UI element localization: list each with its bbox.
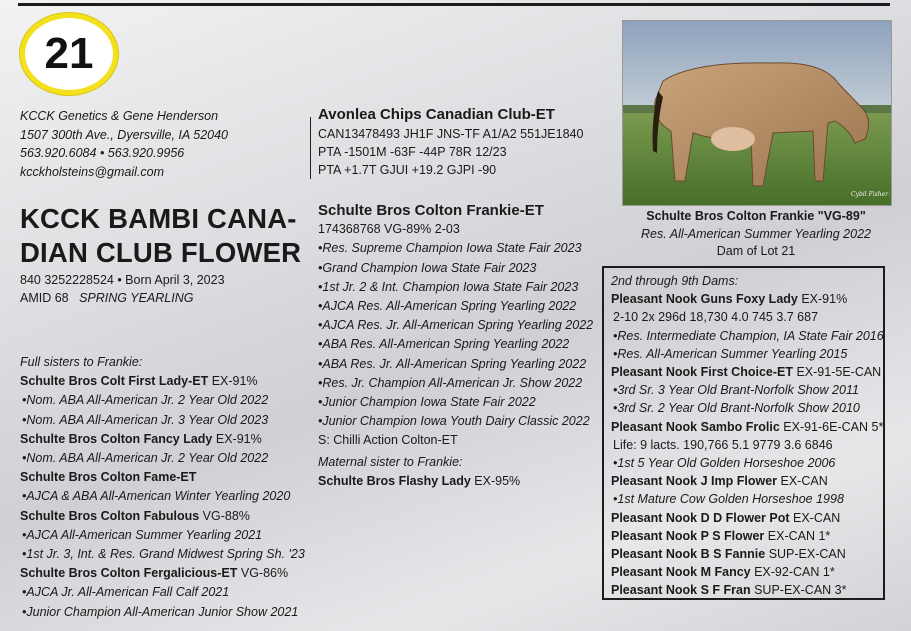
animal-score: VG-86% bbox=[237, 566, 289, 581]
animal-entry bbox=[20, 430, 320, 449]
animal-name: Schulte Bros Colton Fancy Lady bbox=[20, 431, 213, 446]
cow-class: SPRING YEARLING bbox=[79, 291, 194, 305]
dam-block bbox=[318, 201, 593, 451]
achievement-note: •Nom. ABA All-American Jr. 2 Year Old 2022 bbox=[22, 451, 269, 466]
achievement-note: •Junior Champion All-American Junior Show 2021 bbox=[22, 604, 299, 619]
dam-achievement: •Junior Champion Iowa Youth Dairy Classic 2022 bbox=[318, 414, 590, 429]
animal-score: EX-91-5E-CAN bbox=[792, 365, 882, 380]
photo-signature: Cybil Fisher bbox=[851, 191, 889, 198]
achievement-note: •Nom. ABA All-American Jr. 3 Year Old 2023 bbox=[22, 412, 269, 427]
maternal-sister-block bbox=[318, 453, 520, 491]
dam-achievement: •ABA Res. All-American Spring Yearling 2022 bbox=[318, 337, 570, 352]
animal-entry bbox=[611, 472, 883, 490]
animal-entry bbox=[611, 290, 883, 308]
achievement-note: •1st Jr. 3, Int. & Res. Grand Midwest Spring Sh. '23 bbox=[22, 547, 305, 562]
animal-name: Schulte Bros Colton Fergalicious-ET bbox=[20, 566, 238, 581]
achievement-note: •AJCA Jr. All-American Fall Calf 2021 bbox=[22, 585, 230, 600]
animal-score: SUP-EX-CAN bbox=[765, 547, 846, 562]
animal-entry bbox=[611, 527, 883, 545]
consignor-email: kcckholsteins@gmail.com bbox=[20, 164, 164, 179]
animal-name: Pleasant Nook P S Flower bbox=[611, 528, 765, 543]
cow-reg-birth: 840 3252228524 • Born April 3, 2023 bbox=[20, 273, 225, 287]
top-rule bbox=[18, 3, 890, 6]
maternal-sister-heading: Maternal sister to Frankie: bbox=[318, 455, 463, 469]
animal-name: Pleasant Nook Sambo Frolic bbox=[611, 419, 780, 434]
achievement-note: •Nom. ABA All-American Jr. 2 Year Old 2022 bbox=[22, 393, 269, 408]
animal-score: VG-88% bbox=[199, 508, 250, 523]
caption-dam: Dam of Lot 21 bbox=[716, 244, 796, 258]
pedigree-box bbox=[602, 266, 885, 600]
animal-entry bbox=[611, 363, 883, 381]
maternal-sister-entry bbox=[318, 472, 520, 491]
cow-photo-image bbox=[623, 21, 891, 205]
dam-achievement: •Res. Jr. Champion All-American Jr. Show 2022 bbox=[318, 375, 583, 390]
photo-caption bbox=[622, 208, 890, 261]
animal-name: Pleasant Nook First Choice-ET bbox=[611, 365, 793, 380]
animal-entry bbox=[611, 418, 883, 436]
animal-name: Pleasant Nook M Fancy bbox=[611, 565, 751, 580]
maternal-sister-name: Schulte Bros Flashy Lady bbox=[318, 474, 471, 489]
animal-entry bbox=[611, 509, 883, 527]
animal-score: EX-91-6E-CAN 5* bbox=[779, 419, 884, 434]
animal-entry bbox=[20, 372, 320, 391]
cow-name bbox=[20, 202, 310, 270]
record-line: 2-10 2x 296d 18,730 4.0 745 3.7 687 bbox=[613, 310, 819, 325]
animal-name: Schulte Bros Colton Fame-ET bbox=[20, 470, 197, 485]
sire-block bbox=[318, 106, 583, 179]
sire-name: Avonlea Chips Canadian Club-ET bbox=[318, 106, 555, 123]
dam-achievement: •Junior Champion Iowa State Fair 2022 bbox=[318, 395, 536, 410]
animal-entry bbox=[611, 581, 883, 599]
animal-entry bbox=[611, 545, 883, 563]
caption-name: Schulte Bros Colton Frankie "VG-89" bbox=[646, 209, 866, 223]
animal-score: EX-91% bbox=[797, 292, 848, 307]
animal-entry bbox=[20, 507, 320, 526]
consignor-block bbox=[20, 107, 228, 181]
animal-score: EX-91% bbox=[208, 374, 258, 389]
animal-name: Schulte Bros Colton Fabulous bbox=[20, 508, 200, 523]
lot-number-badge bbox=[20, 13, 118, 95]
sire-line2: PTA -1501M -63F -44P 78R 12/23 bbox=[318, 145, 507, 159]
animal-name: Pleasant Nook Guns Foxy Lady bbox=[611, 292, 798, 307]
caption-award: Res. All-American Summer Yearling 2022 bbox=[641, 226, 871, 241]
animal-entry bbox=[611, 563, 883, 581]
animal-name: Pleasant Nook B S Fannie bbox=[611, 547, 766, 562]
achievement-note: •AJCA & ABA All-American Winter Yearling 2020 bbox=[22, 489, 291, 504]
achievement-note: •Res. All-American Summer Yearling 2015 bbox=[613, 346, 848, 361]
lot-number: 21 bbox=[44, 29, 94, 78]
consignor-phones: 563.920.6084 • 563.920.9956 bbox=[20, 146, 185, 160]
consignor-address: 1507 300th Ave., Dyersville, IA 52040 bbox=[20, 127, 229, 142]
dam-achievement: •1st Jr. 2 & Int. Champion Iowa State Fair 2023 bbox=[318, 279, 579, 294]
dam-name: Schulte Bros Colton Frankie-ET bbox=[318, 202, 544, 219]
full-sisters-heading: Full sisters to Frankie: bbox=[20, 355, 143, 369]
animal-name: Pleasant Nook D D Flower Pot bbox=[611, 510, 790, 525]
maternal-sister-score: EX-95% bbox=[470, 474, 521, 489]
full-sisters-block bbox=[20, 353, 320, 622]
animal-entry bbox=[20, 564, 320, 583]
pedigree-heading: 2nd through 9th Dams: bbox=[611, 274, 739, 288]
achievement-note: •3rd Sr. 2 Year Old Brant-Norfolk Show 2010 bbox=[613, 401, 860, 416]
achievement-note: •1st Mature Cow Golden Horseshoe 1998 bbox=[613, 492, 844, 507]
sire-divider bbox=[310, 117, 311, 179]
animal-score: EX-CAN bbox=[777, 474, 828, 489]
animal-score: EX-CAN 1* bbox=[764, 528, 831, 543]
dam-achievement: •AJCA Res. Jr. All-American Spring Yearling 2022 bbox=[318, 318, 594, 333]
achievement-note: •3rd Sr. 3 Year Old Brant-Norfolk Show 2011 bbox=[613, 383, 859, 398]
animal-score: EX-91% bbox=[212, 431, 262, 446]
cow-name-line1: KCCK BAMBI CANA- bbox=[20, 203, 297, 234]
cow-ids bbox=[20, 271, 225, 307]
animal-name: Schulte Bros Colt First Lady-ET bbox=[20, 374, 209, 389]
cow-amid-class bbox=[20, 289, 225, 307]
dam-notes bbox=[318, 239, 593, 431]
achievement-note: •AJCA All-American Summer Yearling 2021 bbox=[22, 527, 263, 542]
dam-achievement: •Res. Supreme Champion Iowa State Fair 2023 bbox=[318, 241, 582, 256]
animal-name: Pleasant Nook S F Fran bbox=[611, 583, 751, 598]
consignor-name: KCCK Genetics & Gene Henderson bbox=[20, 109, 219, 123]
sire-line1: CAN13478493 JH1F JNS-TF A1/A2 551JE1840 bbox=[318, 127, 584, 141]
dam-achievement: •AJCA Res. All-American Spring Yearling 2022 bbox=[318, 299, 577, 314]
sire-line3: PTA +1.7T GJUI +19.2 GJPI -90 bbox=[318, 163, 497, 177]
animal-score: EX-CAN bbox=[789, 510, 841, 525]
cow-name-line2: DIAN CLUB FLOWER bbox=[20, 237, 302, 268]
cow-photo bbox=[622, 20, 892, 206]
animal-score: EX-92-CAN 1* bbox=[750, 565, 835, 580]
cow-amid: AMID 68 bbox=[20, 291, 69, 305]
animal-entry bbox=[20, 468, 320, 487]
dam-sire-line: S: Chilli Action Colton-ET bbox=[318, 433, 458, 448]
full-sisters-list bbox=[20, 372, 320, 622]
dam-line1: 174368768 VG-89% 2-03 bbox=[318, 222, 460, 237]
record-line: Life: 9 lacts. 190,766 5.1 9779 3.6 6846 bbox=[613, 437, 833, 452]
pedigree-list bbox=[611, 290, 883, 599]
animal-score: SUP-EX-CAN 3* bbox=[750, 583, 847, 598]
achievement-note: •1st 5 Year Old Golden Horseshoe 2006 bbox=[613, 456, 836, 471]
animal-name: Pleasant Nook J Imp Flower bbox=[611, 474, 778, 489]
dam-achievement: •Grand Champion Iowa State Fair 2023 bbox=[318, 260, 537, 275]
dam-achievement: •ABA Res. Jr. All-American Spring Yearling 2022 bbox=[318, 356, 587, 371]
achievement-note: •Res. Intermediate Champion, IA State Fair 2016 bbox=[613, 328, 884, 343]
